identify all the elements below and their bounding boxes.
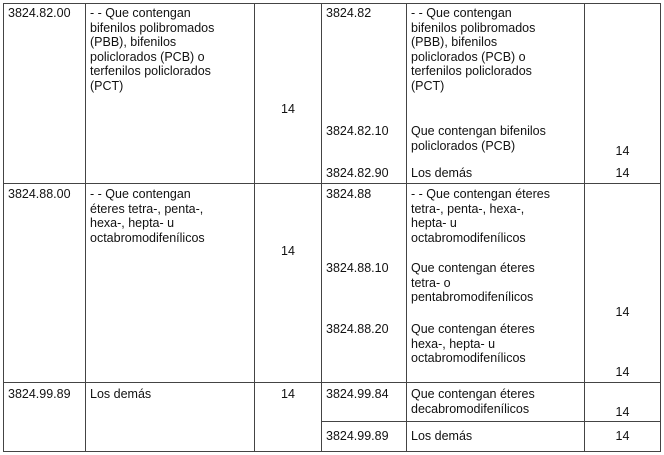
right-description: Los demás xyxy=(411,429,473,443)
right-description: - - Que contengan éteres tetra-, penta-, hexa-, hepta- u octabromodifenílicos xyxy=(411,187,550,245)
left-code: 3824.88.00 xyxy=(8,187,71,201)
right-rate: 14 xyxy=(615,166,630,180)
right-description: Que contengan éteres decabromodifenílicos xyxy=(411,387,535,416)
left-description: Los demás xyxy=(90,387,152,401)
right-code: 3824.88.20 xyxy=(326,322,389,336)
right-code: 3824.88 xyxy=(326,187,372,201)
left-code: 3824.99.89 xyxy=(8,387,71,401)
left-description: - - Que contengan bifenilos polibromados (PBB), bifenilos policlorados (PCB) o terfenilos policlorados (PCT) xyxy=(90,6,215,93)
right-description: Que contengan bifenilos policlorados (PCB) xyxy=(411,124,546,153)
right-description: - - Que contengan bifenilos polibromados (PBB), bifenilos policlorados (PCB) o terfenilos policlorados (PCT) xyxy=(411,6,536,93)
right-code: 3824.99.89 xyxy=(326,429,389,443)
right-code: 3824.82.10 xyxy=(326,124,389,138)
table-border-right xyxy=(660,3,661,452)
table-border-bottom xyxy=(3,451,661,452)
column-divider xyxy=(584,3,585,452)
right-description: Que contengan éteres hexa-, hepta- u octabromodifenílicos xyxy=(411,322,535,365)
right-rate: 14 xyxy=(615,144,630,158)
left-description: - - Que contengan éteres tetra-, penta-, hexa-, hepta- u octabromodifenílicos xyxy=(90,187,205,245)
left-rate: 14 xyxy=(281,102,295,116)
left-code: 3824.82.00 xyxy=(8,6,71,20)
right-code: 3824.88.10 xyxy=(326,261,389,275)
left-rate: 14 xyxy=(281,387,295,401)
right-description: Que contengan éteres tetra- o pentabromodifenílicos xyxy=(411,261,535,304)
right-rate: 14 xyxy=(615,305,630,319)
right-code: 3824.99.84 xyxy=(326,387,389,401)
row-divider xyxy=(3,382,661,383)
right-code: 3824.82 xyxy=(326,6,372,20)
left-rate: 14 xyxy=(281,244,295,258)
right-rate: 14 xyxy=(615,405,630,419)
right-code: 3824.82.90 xyxy=(326,166,389,180)
right-rate: 14 xyxy=(615,365,630,379)
right-rate: 14 xyxy=(615,429,630,443)
row-divider xyxy=(3,183,661,184)
tariff-table xyxy=(3,3,661,452)
right-description: Los demás xyxy=(411,166,473,180)
